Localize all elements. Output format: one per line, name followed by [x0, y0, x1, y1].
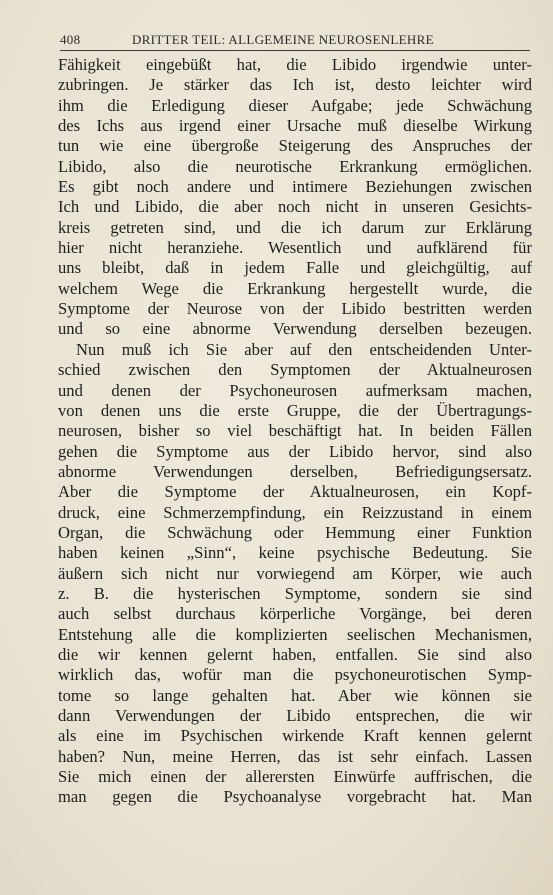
text-line: Es gibt noch andere und intimere Beziehungen zwischen [58, 177, 532, 197]
text-line: Entstehung alle die komplizierten seelischen Mechanismen, [58, 624, 532, 644]
text-line: Ich und Libido, die aber noch nicht in unseren Gesichts- [58, 197, 532, 217]
running-head: DRITTER TEIL: ALLGEMEINE NEUROSENLEHRE [132, 32, 434, 47]
text-line: gehen die Symptome aus der Libido hervor, sind also [58, 441, 532, 461]
text-line: Sie mich einen der allerersten Einwürfe auffrischen, die [58, 767, 532, 787]
text-line: z. B. die hysterischen Symptome, sondern sie sind [58, 583, 532, 603]
text-line: Libido, also die neurotische Erkrankung ermöglichen. [58, 156, 532, 176]
text-line: zubringen. Je stärker das Ich ist, desto leichter wird [58, 75, 532, 95]
text-line: schied zwischen den Symptomen der Aktualneurosen [58, 360, 532, 380]
text-line: Aber die Symptome der Aktualneurosen, ein Kopf- [58, 482, 532, 502]
paragraph-1 [58, 55, 532, 340]
text-line: tun wie eine übergroße Steigerung des Anspruches der [58, 136, 532, 156]
text-line: und so eine abnorme Verwendung derselben bezeugen. [58, 319, 532, 339]
text-line: Nun muß ich Sie aber auf den entscheidenden Unter- [76, 339, 532, 359]
text-line: dann Verwendungen der Libido entsprechen, die wir [58, 706, 532, 725]
text-line: man gegen die Psychoanalyse vorgebracht hat. Man [58, 787, 532, 807]
text-line: neurosen, bisher so viel beschäftigt hat. In beiden Fällen [58, 421, 532, 441]
text-line: als eine im Psychischen wirkende Kraft kennen gelernt [58, 726, 532, 746]
text-line: welchem Wege die Erkrankung hergestellt wurde, die [58, 278, 532, 298]
text-line: Organ, die Schwächung oder Hemmung einer Funktion [58, 522, 532, 542]
text-line: tome so lange gehalten hat. Aber wie können sie [58, 685, 532, 705]
text-line: auch selbst durchaus körperliche Vorgänge, bei deren [58, 604, 532, 624]
text-line: von denen uns die erste Gruppe, die der Übertragungs- [58, 400, 532, 420]
paragraph-2 [58, 340, 532, 808]
text-line: haben? Nun, meine Herren, das ist sehr einfach. Lassen [58, 746, 532, 766]
page-number: 408 [60, 32, 81, 47]
body-text [58, 55, 532, 808]
text-line: wirklich das, wofür man die psychoneurotischen Symp- [58, 665, 532, 685]
text-line: und denen der Psychoneurosen aufmerksam machen, [58, 380, 532, 400]
text-line: druck, eine Schmerzempfindung, ein Reizzustand in einem [58, 502, 532, 522]
text-line: ihm die Erledigung dieser Aufgabe; jede Schwächung [58, 95, 532, 115]
text-line: des Ichs aus irgend einer Ursache muß dieselbe Wirkung [58, 116, 532, 136]
header-rule [60, 50, 530, 51]
text-line: uns bleibt, daß in jedem Falle und gleichgültig, auf [58, 258, 532, 278]
text-line: Symptome der Neurose von der Libido bestritten werden [58, 299, 532, 319]
text-line: Fähigkeit eingebüßt hat, die Libido irgendwie unter- [58, 55, 532, 74]
text-line: haben keinen „Sinn“, keine psychische Bedeutung. Sie [58, 543, 532, 563]
text-line: abnorme Verwendungen derselben, Befriedigungsersatz. [58, 461, 532, 481]
text-line: kreis getreten sind, und die ich darum zur Erklärung [58, 217, 532, 237]
text-line: die wir kennen gelernt haben, entfallen. Sie sind also [58, 644, 532, 664]
text-line: äußern sich nicht nur vorwiegend am Körper, wie auch [58, 563, 532, 583]
text-line: hier nicht heranziehe. Wesentlich und aufklärend für [58, 238, 532, 258]
